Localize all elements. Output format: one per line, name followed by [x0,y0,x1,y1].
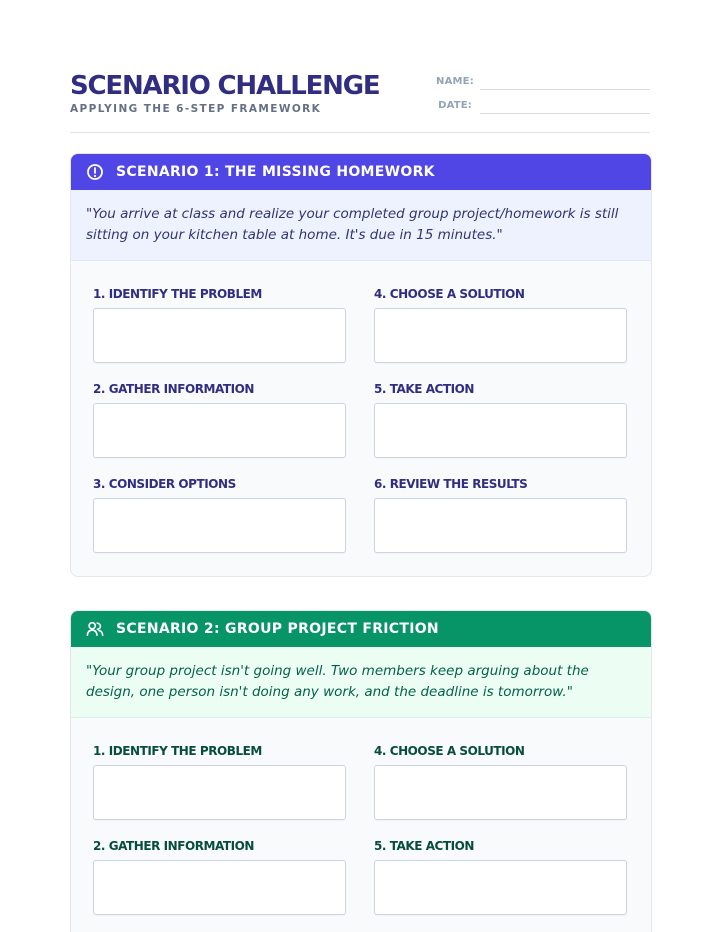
step-label-review: 6. REVIEW THE RESULTS [374,477,528,491]
step-label-identify: 1. IDENTIFY THE PROBLEM [93,287,262,301]
scenario-2-prompt: "Your group project isn't going well. Two members keep arguing about the design, one person isn't doing any work, and the deadline is tomorrow." [71,647,651,718]
date-label: DATE: [438,100,472,111]
scenario-2-header [71,611,651,647]
step-label-identify: 1. IDENTIFY THE PROBLEM [93,744,262,758]
scenario-1-step-identify [93,287,346,371]
step-label-gather: 2. GATHER INFORMATION [93,839,255,853]
step-label-consider: 3. CONSIDER OPTIONS [93,477,236,491]
scenario-2-step-choose [374,744,627,828]
date-line[interactable] [480,99,650,114]
step-label-act: 5. TAKE ACTION [374,382,474,396]
step-label-gather: 2. GATHER INFORMATION [93,382,255,396]
scenario-1-prompt: "You arrive at class and realize your completed group project/homework is still sitting on your kitchen table at home. It's due in 15 minutes." [71,190,651,261]
worksheet-header [70,68,650,133]
answer-box-act[interactable] [374,860,627,915]
answer-box-identify[interactable] [93,765,346,820]
answer-box-consider[interactable] [93,498,346,553]
answer-box-identify[interactable] [93,308,346,363]
name-field-row [436,72,650,90]
name-line[interactable] [480,75,650,90]
step-label-choose: 4. CHOOSE A SOLUTION [374,744,525,758]
scenario-1-title: SCENARIO 1: THE MISSING HOMEWORK [116,164,435,180]
answer-box-gather[interactable] [93,403,346,458]
scenario-1-header [71,154,651,190]
scenario-1-step-act [374,382,627,466]
scenario-1-step-choose [374,287,627,371]
scenario-1-step-review [374,477,627,561]
answer-box-act[interactable] [374,403,627,458]
scenario-2-step-act [374,839,627,923]
alert-circle-icon [85,162,105,182]
answer-box-gather[interactable] [93,860,346,915]
scenario-2-step-gather [93,839,346,923]
answer-box-choose[interactable] [374,308,627,363]
date-field-row [436,96,650,114]
answer-box-choose[interactable] [374,765,627,820]
scenario-2-card [70,610,652,932]
users-icon [85,619,105,639]
worksheet-title: SCENARIO CHALLENGE [70,71,380,101]
name-label: NAME: [436,76,474,87]
scenario-1-step-gather [93,382,346,466]
scenario-1-step-consider [93,477,346,561]
answer-box-review[interactable] [374,498,627,553]
scenario-2-step-identify [93,744,346,828]
scenario-1-card [70,153,652,577]
step-label-choose: 4. CHOOSE A SOLUTION [374,287,525,301]
step-label-act: 5. TAKE ACTION [374,839,474,853]
worksheet-subtitle: APPLYING THE 6-STEP FRAMEWORK [70,103,322,115]
scenario-2-title: SCENARIO 2: GROUP PROJECT FRICTION [116,621,439,637]
